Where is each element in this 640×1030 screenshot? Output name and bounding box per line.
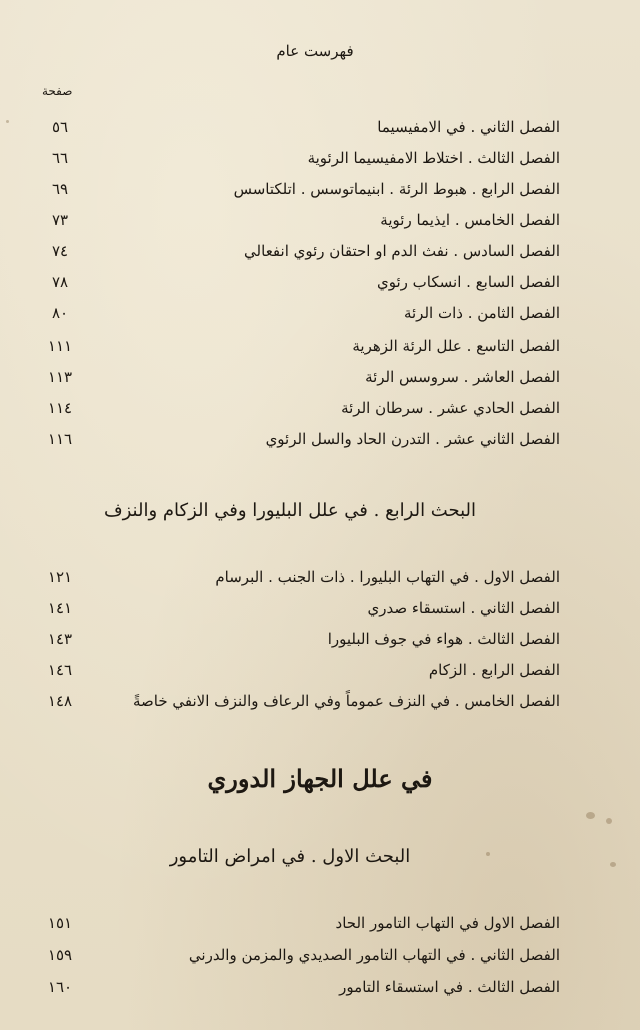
toc-entry-title: الفصل الثاني عشر . التدرن الحاد والسل الرئوي	[265, 430, 560, 448]
toc-entry-page: ١٦٠	[47, 978, 73, 996]
toc-entry-page: ١٥١	[47, 914, 73, 932]
toc-entry	[40, 176, 560, 206]
toc-entry-title: الفصل السادس . نفث الدم او احتقان رئوي انفعالي	[244, 242, 560, 260]
toc-entry-title: الفصل الثاني . في التهاب التامور الصديدي والمزمن والدرني	[188, 946, 560, 964]
toc-entry	[40, 364, 560, 394]
paper-stain	[486, 852, 490, 856]
toc-entry	[40, 238, 560, 268]
toc-entry-title: الفصل الرابع . الزكام	[428, 661, 560, 679]
toc-entry	[40, 114, 560, 144]
toc-entry-page: ١٤٦	[47, 661, 73, 679]
toc-entry-page: ١٤٣	[47, 630, 73, 648]
toc-entry	[40, 657, 560, 687]
toc-entry-title: الفصل الثاني . استسقاء صدري	[367, 599, 560, 617]
toc-entry-page: ٥٦	[51, 118, 69, 136]
page-column-label: صفحة	[42, 84, 73, 98]
toc-entry-page: ٦٦	[51, 149, 69, 167]
toc-entry-title: الفصل الثامن . ذات الرئة	[403, 304, 560, 322]
toc-entry-page: ١٤١	[47, 599, 73, 617]
toc-entry	[40, 942, 560, 972]
toc-entry-page: ٨٠	[51, 304, 69, 322]
toc-entry	[40, 564, 560, 594]
toc-entry	[40, 626, 560, 656]
toc-entry-title: الفصل العاشر . سروسس الرئة	[365, 368, 560, 386]
toc-entry-page: ٧٤	[51, 242, 69, 260]
toc-entry-page: ١١١	[47, 337, 73, 355]
part-heading: في علل الجهاز الدوري	[207, 764, 433, 793]
toc-entry	[40, 207, 560, 237]
toc-entry-title: الفصل السابع . انسكاب رئوي	[377, 273, 560, 291]
paper-stain	[586, 812, 595, 819]
paper-stain	[6, 120, 9, 123]
toc-entry-page: ١١٣	[47, 368, 73, 386]
toc-entry	[40, 269, 560, 299]
toc-entry	[40, 145, 560, 175]
toc-entry-title: الفصل الثالث . هواء في جوف البليورا	[327, 630, 560, 648]
toc-entry-title: الفصل الخامس . في النزف عموماً وفي الرعاف والنزف الانفي خاصةً	[133, 692, 560, 710]
paper-stain	[610, 862, 616, 867]
toc-entry	[40, 910, 560, 940]
toc-entry-page: ١٤٨	[47, 692, 73, 710]
toc-entry	[40, 333, 560, 363]
toc-entry-page: ١١٤	[47, 399, 73, 417]
toc-entry-title: الفصل الثالث . اختلاط الامفيسيما الرئوية	[307, 149, 560, 167]
toc-entry	[40, 688, 560, 718]
toc-entry	[40, 595, 560, 625]
toc-entry-title: الفصل الاول في التهاب التامور الحاد	[335, 914, 560, 932]
toc-entry-page: ٧٣	[51, 211, 69, 229]
toc-entry-page: ١٢١	[47, 568, 73, 586]
section-heading: البحث الاول . في امراض التامور	[169, 846, 411, 867]
toc-entry-page: ١١٦	[47, 430, 73, 448]
toc-entry-page: ١٥٩	[47, 946, 73, 964]
section-heading: البحث الرابع . في علل البليورا وفي الزكام والنزف	[103, 500, 477, 521]
toc-entry	[40, 426, 560, 456]
paper-stain	[606, 818, 612, 824]
toc-entry-title: الفصل الثالث . في استسقاء التامور	[339, 978, 560, 996]
toc-entry	[40, 395, 560, 425]
header-title: فهرست عام	[276, 42, 354, 60]
toc-entry-title: الفصل الاول . في التهاب البليورا . ذات الجنب . البرسام	[215, 568, 560, 586]
toc-entry-title: الفصل التاسع . علل الرئة الزهرية	[352, 337, 560, 355]
toc-entry-title: الفصل الحادي عشر . سرطان الرئة	[341, 399, 560, 417]
toc-entry-page: ٦٩	[51, 180, 69, 198]
toc-entry-title: الفصل الرابع . هبوط الرئة . ابنيماتوسس . اتلكتاسس	[233, 180, 560, 198]
toc-entry	[40, 974, 560, 1004]
toc-entry-page: ٧٨	[51, 273, 69, 291]
toc-entry-title: الفصل الخامس . ايذيما رئوية	[380, 211, 560, 229]
toc-entry	[40, 300, 560, 330]
running-header	[0, 42, 640, 60]
toc-entry-title: الفصل الثاني . في الامفيسيما	[377, 118, 560, 136]
